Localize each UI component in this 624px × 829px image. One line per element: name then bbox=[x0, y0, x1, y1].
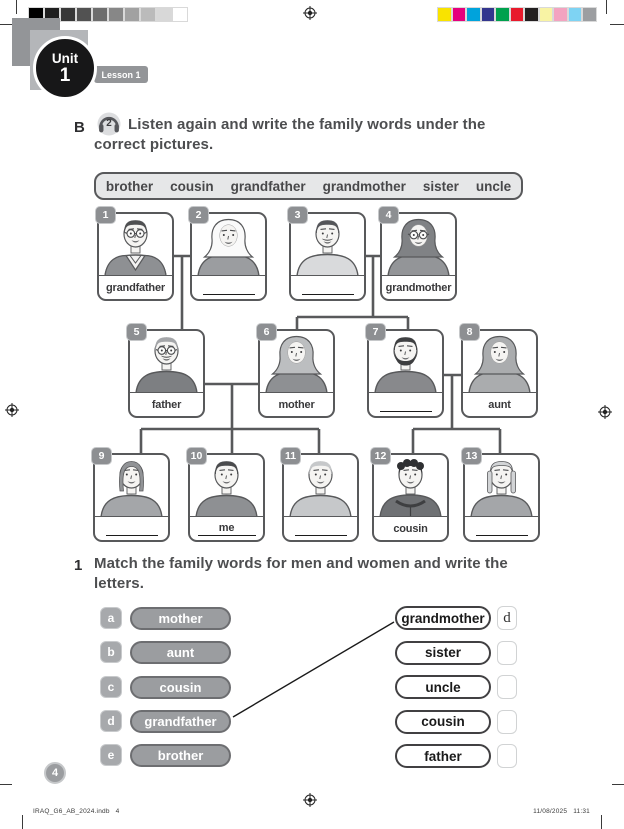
answer-box-sister bbox=[497, 641, 517, 665]
match-line-d-grandmother bbox=[233, 622, 394, 717]
family-card-blank-2 bbox=[190, 209, 267, 301]
card-label-area bbox=[99, 275, 172, 299]
word-bank-word: cousin bbox=[170, 178, 214, 194]
card-label: grandfather bbox=[106, 281, 165, 294]
answer-blank-line bbox=[302, 281, 354, 295]
card-number-badge: 3 bbox=[287, 206, 308, 224]
lesson-tab bbox=[94, 66, 148, 83]
card-label: aunt bbox=[488, 398, 511, 411]
unit-number: 1 bbox=[59, 64, 71, 86]
crop-mark bbox=[22, 815, 23, 829]
footer-datetime: 11/08/2025 11:31 bbox=[533, 808, 590, 815]
page-number-badge bbox=[44, 762, 66, 784]
color-swatch bbox=[452, 7, 467, 22]
color-swatch bbox=[495, 7, 510, 22]
card-label-area bbox=[95, 516, 168, 540]
family-card-blank-9 bbox=[93, 450, 170, 542]
portrait-illustration bbox=[190, 457, 263, 517]
color-swatch bbox=[539, 7, 554, 22]
family-card-aunt bbox=[461, 326, 538, 418]
answer-blank-line bbox=[106, 522, 158, 536]
card-number-badge: 1 bbox=[95, 206, 116, 224]
card-label: cousin bbox=[393, 522, 428, 535]
answer-box-uncle bbox=[497, 675, 517, 699]
word-pill-sister: sister bbox=[395, 641, 491, 665]
family-card-me bbox=[188, 450, 265, 542]
word-pill-cousin: cousin bbox=[130, 676, 231, 699]
family-card-grandfather bbox=[97, 209, 174, 301]
color-swatch bbox=[582, 7, 597, 22]
portrait-illustration bbox=[382, 216, 455, 276]
grayscale-swatch bbox=[60, 7, 76, 22]
card-label-area bbox=[463, 392, 536, 416]
card-label-area bbox=[382, 275, 455, 299]
word-bank bbox=[94, 172, 523, 200]
headphones-audio-icon bbox=[97, 112, 121, 136]
family-card-blank-13 bbox=[463, 450, 540, 542]
unit-label: Unit bbox=[51, 50, 79, 66]
registration-mark-icon bbox=[5, 403, 19, 417]
portrait-illustration bbox=[95, 457, 168, 517]
color-swatch bbox=[437, 7, 452, 22]
card-label-area bbox=[465, 516, 538, 540]
letter-badge-e: e bbox=[100, 744, 122, 766]
answer-box-cousin bbox=[497, 710, 517, 734]
exercise-1-number: 1 bbox=[74, 557, 83, 574]
card-number-badge: 12 bbox=[370, 447, 391, 465]
grayscale-swatch bbox=[140, 7, 156, 22]
color-swatch bbox=[510, 7, 525, 22]
card-number-badge: 2 bbox=[188, 206, 209, 224]
card-number-badge: 10 bbox=[186, 447, 207, 465]
registration-mark-icon bbox=[598, 405, 612, 419]
branch-connector bbox=[413, 429, 500, 456]
crop-mark bbox=[612, 784, 624, 785]
answer-blank-line bbox=[203, 281, 255, 295]
color-swatch bbox=[524, 7, 539, 22]
word-pill-mother: mother bbox=[130, 607, 231, 630]
card-number-badge: 13 bbox=[461, 447, 482, 465]
card-label-area bbox=[130, 392, 203, 416]
card-label: grandmother bbox=[385, 281, 452, 294]
answer-box-grandmother: d bbox=[497, 606, 517, 630]
lesson-label: Lesson 1 bbox=[101, 69, 141, 80]
grayscale-swatch bbox=[76, 7, 92, 22]
answer-blank-line bbox=[476, 522, 528, 536]
word-pill-father: father bbox=[395, 744, 491, 768]
grayscale-swatch bbox=[108, 7, 124, 22]
portrait-illustration bbox=[374, 457, 447, 517]
word-bank-word: grandmother bbox=[322, 178, 406, 194]
portrait-illustration bbox=[463, 333, 536, 393]
family-card-mother bbox=[258, 326, 335, 418]
card-number-badge: 5 bbox=[126, 323, 147, 341]
card-label-area bbox=[260, 392, 333, 416]
family-card-father bbox=[128, 326, 205, 418]
card-label-area bbox=[374, 516, 447, 540]
exercise-b-letter: B bbox=[74, 119, 85, 136]
word-bank-word: sister bbox=[422, 178, 459, 194]
letter-badge-c: c bbox=[100, 676, 122, 698]
color-swatch bbox=[481, 7, 496, 22]
card-label-area bbox=[291, 275, 364, 299]
registration-mark-icon bbox=[303, 6, 317, 20]
unit-badge bbox=[33, 36, 97, 100]
portrait-illustration bbox=[99, 216, 172, 276]
card-label-area bbox=[369, 392, 442, 416]
family-card-blank-7 bbox=[367, 326, 444, 418]
word-bank-word: brother bbox=[105, 178, 154, 194]
word-bank-word: grandfather bbox=[230, 178, 306, 194]
footer-imprint: IRAQ_G6_AB_2024.indb 4 bbox=[33, 808, 120, 815]
color-swatch bbox=[568, 7, 583, 22]
crop-mark bbox=[16, 0, 17, 14]
grayscale-swatch bbox=[172, 7, 188, 22]
card-label: mother bbox=[278, 398, 315, 411]
color-swatch bbox=[466, 7, 481, 22]
color-swatch bbox=[553, 7, 568, 22]
answer-box-father bbox=[497, 744, 517, 768]
portrait-illustration bbox=[260, 333, 333, 393]
crop-mark bbox=[610, 24, 624, 25]
audio-track-number: 2 bbox=[106, 118, 112, 130]
portrait-illustration bbox=[130, 333, 203, 393]
card-number-badge: 8 bbox=[459, 323, 480, 341]
portrait-illustration bbox=[291, 216, 364, 276]
family-card-grandmother bbox=[380, 209, 457, 301]
word-pill-uncle: uncle bbox=[395, 675, 491, 699]
portrait-illustration bbox=[369, 333, 442, 393]
family-card-blank-11 bbox=[282, 450, 359, 542]
card-label: father bbox=[151, 398, 182, 411]
card-label-area bbox=[284, 516, 357, 540]
letter-badge-b: b bbox=[100, 641, 122, 663]
card-label-area bbox=[190, 516, 263, 540]
grayscale-swatch bbox=[92, 7, 108, 22]
card-number-badge: 4 bbox=[378, 206, 399, 224]
exercise-b-instruction: Listen again and write the family words under the correct pictures. bbox=[94, 116, 486, 153]
card-number-badge: 7 bbox=[365, 323, 386, 341]
crop-mark bbox=[606, 0, 607, 14]
answer-blank-line bbox=[380, 398, 432, 412]
word-pill-grandfather: grandfather bbox=[130, 710, 231, 733]
crop-mark bbox=[601, 815, 602, 829]
page-number: 4 bbox=[51, 767, 59, 779]
grayscale-swatch bbox=[156, 7, 172, 22]
word-pill-cousin: cousin bbox=[395, 710, 491, 734]
card-label-area bbox=[192, 275, 265, 299]
registration-mark-icon bbox=[303, 793, 317, 807]
letter-badge-d: d bbox=[100, 710, 122, 732]
card-number-badge: 6 bbox=[256, 323, 277, 341]
word-bank-word: uncle bbox=[475, 178, 512, 194]
color-calibration-bar bbox=[437, 7, 597, 22]
crop-mark bbox=[0, 784, 12, 785]
portrait-illustration bbox=[192, 216, 265, 276]
portrait-illustration bbox=[465, 457, 538, 517]
family-card-cousin bbox=[372, 450, 449, 542]
exercise-1-instruction: Match the family words for men and women and write the letters. bbox=[94, 555, 508, 592]
word-pill-aunt: aunt bbox=[130, 641, 231, 664]
letter-badge-a: a bbox=[100, 607, 122, 629]
card-number-badge: 11 bbox=[280, 447, 301, 465]
card-number-badge: 9 bbox=[91, 447, 112, 465]
portrait-illustration bbox=[284, 457, 357, 517]
word-pill-brother: brother bbox=[130, 744, 231, 767]
family-card-blank-3 bbox=[289, 209, 366, 301]
card-label: me bbox=[198, 522, 256, 536]
grayscale-swatch bbox=[124, 7, 140, 22]
word-pill-grandmother: grandmother bbox=[395, 606, 491, 630]
answer-blank-line bbox=[295, 522, 347, 536]
